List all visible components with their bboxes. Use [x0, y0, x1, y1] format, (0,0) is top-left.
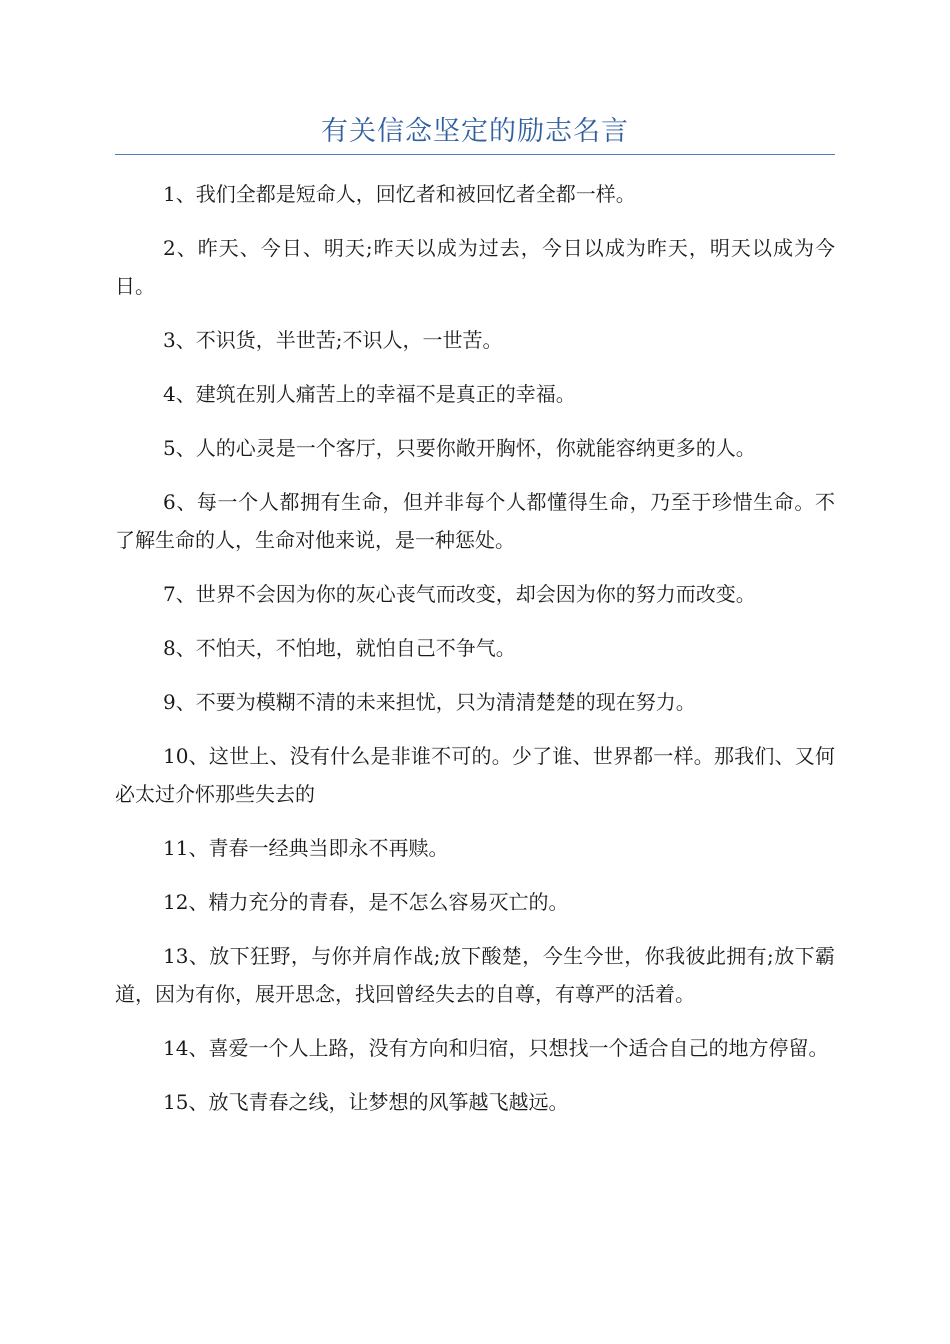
quote-paragraph-12: 12、精力充分的青春，是不怎么容易灭亡的。: [163, 890, 569, 914]
quote-paragraph-11: 11、青春一经典当即永不再赎。: [163, 836, 449, 860]
quote-paragraph-13: 13、放下狂野，与你并肩作战;放下酸楚，今生今世，你我彼此拥有;放下霸道，因为有你，展开思念，找回曾经失去的自尊，有尊严的活着。: [115, 944, 835, 1006]
quote-paragraph-1: 1、我们全都是短命人，回忆者和被回忆者全都一样。: [163, 182, 636, 206]
document-title: 有关信念坚定的励志名言: [321, 116, 629, 147]
title-underline: [115, 154, 835, 155]
quote-paragraph-6: 6、每一个人都拥有生命，但并非每个人都懂得生命，乃至于珍惜生命。不了解生命的人，生命对他来说，是一种惩处。: [115, 490, 835, 552]
document-body: [115, 175, 835, 1137]
quote-paragraph-3: 3、不识货，半世苦;不识人，一世苦。: [163, 328, 503, 352]
quote-paragraph-10: 10、这世上、没有什么是非谁不可的。少了谁、世界都一样。那我们、又何必太过介怀那些失去的: [115, 744, 835, 806]
quote-paragraph-4: 4、建筑在别人痛苦上的幸福不是真正的幸福。: [163, 382, 576, 406]
quote-paragraph-15: 15、放飞青春之线，让梦想的风筝越飞越远。: [163, 1090, 569, 1114]
quote-paragraph-7: 7、世界不会因为你的灰心丧气而改变，却会因为你的努力而改变。: [163, 582, 756, 606]
quote-paragraph-9: 9、不要为模糊不清的未来担忧，只为清清楚楚的现在努力。: [163, 690, 696, 714]
quote-paragraph-8: 8、不怕天，不怕地，就怕自己不争气。: [163, 636, 516, 660]
quote-paragraph-14: 14、喜爱一个人上路，没有方向和归宿，只想找一个适合自己的地方停留。: [163, 1036, 829, 1060]
quote-paragraph-5: 5、人的心灵是一个客厅，只要你敞开胸怀，你就能容纳更多的人。: [163, 436, 756, 460]
quote-paragraph-2: 2、昨天、今日、明天;昨天以成为过去，今日以成为昨天，明天以成为今日。: [115, 236, 835, 298]
